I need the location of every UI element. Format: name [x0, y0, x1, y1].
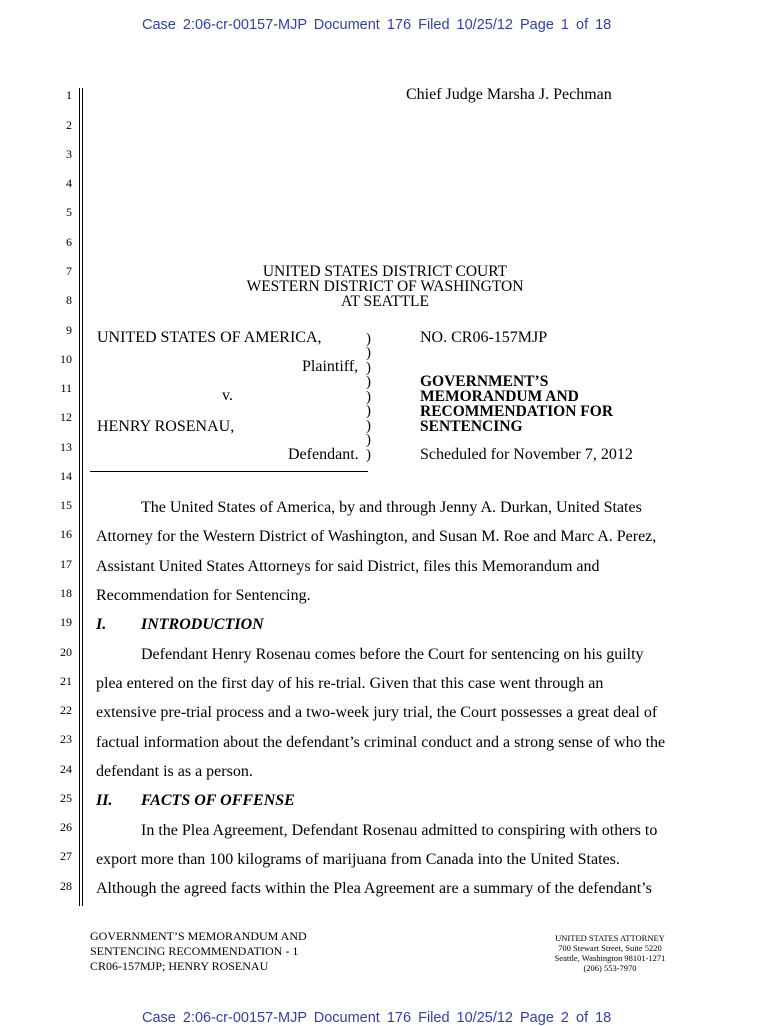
line-number: 26: [60, 820, 72, 834]
line-number: 21: [60, 674, 72, 688]
line-number: 4: [66, 176, 72, 190]
footer-office: UNITED STATES ATTORNEY: [555, 933, 665, 943]
margin-rule-left: [79, 88, 80, 906]
plaintiff-role: Plaintiff,: [302, 358, 359, 375]
paren: ): [366, 374, 371, 390]
line-number: 7: [66, 264, 72, 278]
doc-title-line: MEMORANDUM AND: [420, 388, 579, 405]
line-number: 19: [60, 615, 72, 629]
court-location: AT SEATTLE: [341, 293, 429, 310]
ecf-header-next: Case 2:06-cr-00157-MJP Document 176 Filed 10/25/12 Page 2 of 18: [142, 1010, 612, 1026]
footer-case: CR06-157MJP; HENRY ROSENAU: [90, 959, 269, 973]
versus: v.: [222, 387, 233, 404]
footer-title: SENTENCING RECOMMENDATION - 1: [90, 944, 299, 958]
footer-phone: (206) 553-7970: [583, 963, 637, 973]
line-number: 2: [66, 118, 72, 132]
section-heading-facts: FACTS OF OFFENSE: [141, 792, 295, 809]
ecf-header: Case 2:06-cr-00157-MJP Document 176 Filed 10/25/12 Page 1 of 18: [142, 17, 612, 33]
body-line: Although the agreed facts within the Plea Agreement are a summary of the defendant’s: [96, 880, 652, 897]
footer-address: 700 Stewart Street, Suite 5220: [558, 943, 662, 953]
body-line: The United States of America, by and through Jenny A. Durkan, United States: [141, 499, 642, 516]
body-line: export more than 100 kilograms of marijuana from Canada into the United States.: [96, 851, 620, 868]
line-number: 14: [60, 469, 72, 483]
margin-rule-right: [82, 88, 83, 906]
line-number: 25: [60, 791, 72, 805]
paren: ): [366, 403, 371, 419]
paren: ): [366, 389, 371, 405]
court-name: UNITED STATES DISTRICT COURT: [262, 263, 508, 280]
body-line: factual information about the defendant’s criminal conduct and a strong sense of who the: [96, 734, 666, 751]
plaintiff-name: UNITED STATES OF AMERICA,: [97, 329, 322, 346]
line-number: 3: [66, 147, 72, 161]
defendant-role: Defendant.: [288, 446, 359, 463]
line-number: 17: [60, 557, 72, 571]
line-number: 12: [60, 410, 72, 424]
body-line: plea entered on the first day of his re-trial. Given that this case went through an: [96, 675, 604, 692]
line-number: 28: [60, 879, 72, 893]
body-line: Attorney for the Western District of Washington, and Susan M. Roe and Marc A. Perez,: [96, 528, 657, 545]
caption-rule: [90, 471, 368, 472]
line-number: 1: [66, 88, 72, 102]
line-number: 15: [60, 498, 72, 512]
hearing-date: Scheduled for November 7, 2012: [420, 446, 633, 463]
doc-title-line: RECOMMENDATION FOR: [420, 403, 614, 420]
section-number: II.: [96, 792, 113, 809]
body-line: defendant is as a person.: [96, 763, 253, 780]
doc-title-line: GOVERNMENT’S: [420, 373, 549, 390]
paren: ): [366, 360, 371, 376]
line-number: 23: [60, 732, 72, 746]
footer-title: GOVERNMENT’S MEMORANDUM AND: [90, 929, 307, 943]
body-line: extensive pre-trial process and a two-week jury trial, the Court possesses a great deal of: [96, 704, 658, 721]
judge-name: Chief Judge Marsha J. Pechman: [406, 86, 612, 103]
case-number: NO. CR06-157MJP: [420, 329, 548, 346]
line-number: 6: [66, 235, 72, 249]
line-number: 8: [66, 293, 72, 307]
defendant-name: HENRY ROSENAU,: [97, 418, 235, 435]
paren: ): [366, 432, 371, 448]
line-number: 24: [60, 762, 72, 776]
line-number: 9: [66, 323, 72, 337]
section-heading-introduction: INTRODUCTION: [141, 616, 264, 633]
doc-title-line: SENTENCING: [420, 418, 523, 435]
body-line: Assistant United States Attorneys for said District, files this Memorandum and: [96, 558, 600, 575]
line-number: 27: [60, 849, 72, 863]
body-line: Defendant Henry Rosenau comes before the Court for sentencing on his guilty: [141, 646, 644, 663]
body-line: Recommendation for Sentencing.: [96, 587, 311, 604]
line-number: 10: [60, 352, 72, 366]
paren: ): [366, 447, 371, 463]
line-number: 22: [60, 703, 72, 717]
footer-city: Seattle, Washington 98101-1271: [554, 953, 666, 963]
paren: ): [366, 331, 371, 347]
section-number: I.: [96, 616, 107, 633]
paren: ): [366, 418, 371, 434]
line-number: 5: [66, 205, 72, 219]
paren: ): [366, 345, 371, 361]
line-number: 11: [60, 381, 72, 395]
body-line: In the Plea Agreement, Defendant Rosenau admitted to conspiring with others to: [141, 822, 658, 839]
line-number: 13: [60, 440, 72, 454]
court-district: WESTERN DISTRICT OF WASHINGTON: [246, 278, 524, 295]
line-number: 20: [60, 645, 72, 659]
line-number: 16: [60, 527, 72, 541]
line-number: 18: [60, 586, 72, 600]
